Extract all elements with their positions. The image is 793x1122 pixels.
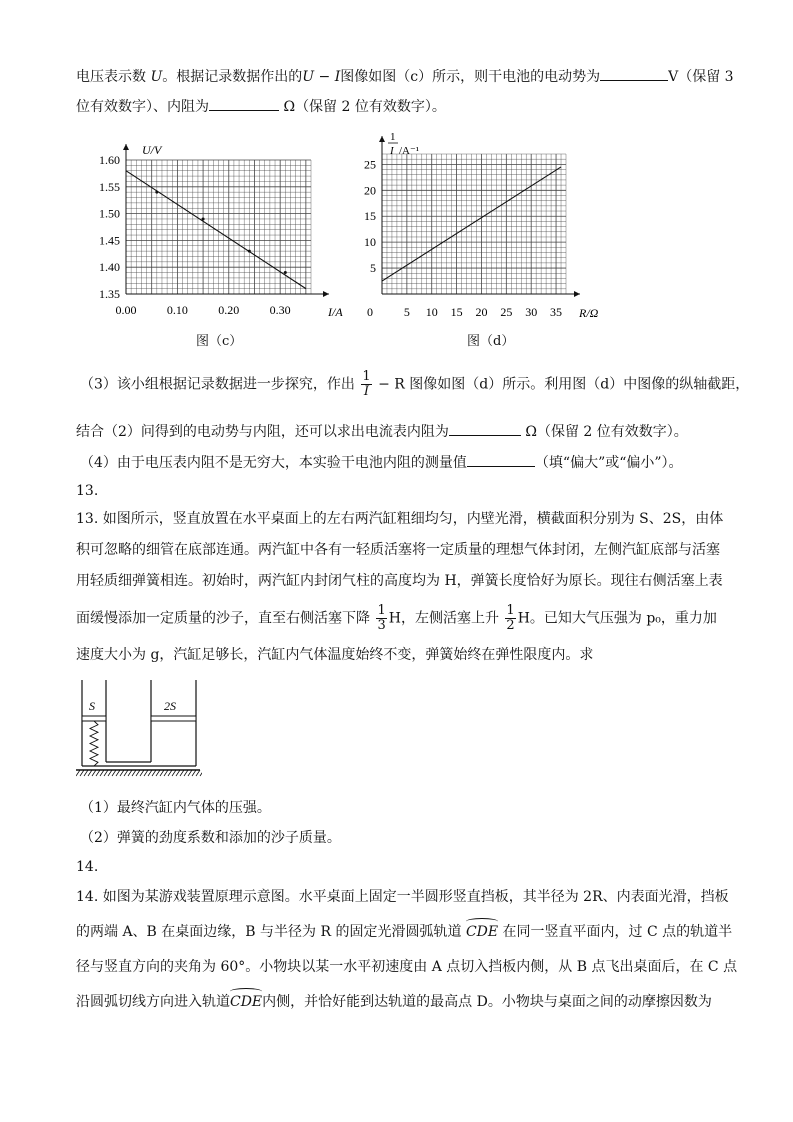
ohm-symbol: Ω [525,424,537,440]
q4-line [80,452,683,473]
label-s: S [89,699,95,713]
problem-13-number: 13. [76,483,99,499]
x-axis-arrow [323,291,329,297]
hatch-line [160,770,164,776]
problem-13-question-1: （1）最终汽缸内气体的压强。 [80,800,271,816]
text: 内侧，并恰好能到达轨道的最高点 D。小物块与桌面之间的动摩擦因数为 [262,994,712,1010]
fraction-num: 1 [377,603,386,618]
text: （保留 2 位有效数字）。 [536,424,688,440]
fraction-num: 1 [362,369,371,384]
hatch-line [80,770,84,776]
text: H。已知大气压强为 p₀，重力加 [517,610,717,627]
text: H，左侧活塞上升 [388,610,499,627]
text: 面缓慢添加一定质量的沙子，直至右侧活塞下降 [76,610,370,627]
text: （4）由于电压表内阻不是无穷大，本实验干电池内阻的测量值 [80,455,467,471]
fraction-one-third [376,604,386,633]
data-point [202,217,205,220]
caption-c: 图（c） [196,334,243,349]
problem-13-line-5: 速度大小为 g，汽缸足够长，汽缸内气体温度始终不变，弹簧始终在弹性限度内。求 [76,647,594,663]
hatch-line [180,770,184,776]
hatch-line [144,770,148,776]
y-axis-label: U/V [142,143,162,157]
problem-13-line-2: 积可忽略的细管在底部连通。两汽缸中各有一轻质活塞将一定质量的理想气体封闭，左侧汽缸底部与活塞 [76,542,720,558]
fraction-one-half [505,604,515,633]
hatch-line [132,770,136,776]
text: 位有效数字）、内阻为 [76,99,209,115]
data-point [284,271,287,274]
text: − R 图像如图（d）所示。利用图（d）中图像的纵轴截距， [378,376,750,393]
table-hatching [76,770,202,776]
data-point [248,250,251,253]
text: （填“偏大”或“偏小”）。 [534,455,683,471]
fraction-num: 1 [506,603,515,618]
hatch-line [192,770,196,776]
text: 沿圆弧切线方向进入轨道 [76,994,230,1010]
x-axis-label: I/A [328,305,343,319]
text-line-1 [76,66,734,87]
axes [123,144,329,297]
hatch-line [140,770,144,776]
hatch-line [120,770,124,776]
hatch-line [124,770,128,776]
y-tick-label: 25 [364,157,376,172]
cylinder-diagram [76,678,202,778]
hatch-line [84,770,88,776]
symbol-u: U [150,69,163,85]
x-tick-label: 30 [525,305,538,319]
text: 图像如图（c）所示，则干电池的电动势为 [340,69,601,85]
problem-14-number: 14. [76,859,99,875]
x-tick-label: 5 [403,305,410,319]
hatch-line [172,770,176,776]
y-axis-arrow [123,144,129,150]
hatch-line [156,770,160,776]
answer-blank-internal-resistance[interactable] [209,96,279,111]
y-axis-arrow [379,136,385,142]
text: （保留 2 位有效数字）。 [295,99,446,115]
y-tick-label: 1.55 [99,179,120,194]
problem-14-line-2 [76,922,732,942]
hatch-line [148,770,152,776]
hatch-line [196,770,200,776]
hatch-line [104,770,108,776]
hatch-line [176,770,180,776]
data-point [155,191,158,194]
hatch-line [200,770,202,776]
y-axis-label-numerator: 1 [390,131,396,143]
answer-blank-ammeter-resistance[interactable] [449,421,521,436]
text: 。根据记录数据作出的 [162,69,303,85]
x-tick-label: 10 [425,305,438,319]
hatch-line [164,770,168,776]
y-tick-label: 10 [364,235,376,250]
grid [382,154,566,294]
y-tick-label: 1.50 [99,206,120,221]
problem-13-question-2: （2）弹簧的劲度系数和添加的沙子质量。 [80,830,341,846]
x-axis-label: R/Ω [579,306,599,320]
ohm-symbol: Ω [283,99,296,115]
hatch-line [184,770,188,776]
text: 电压表示数 [76,69,146,85]
hatch-line [152,770,156,776]
x-tick-label: 15 [450,305,463,319]
label-2s: 2S [164,699,176,713]
text-line-2 [76,96,446,117]
problem-14-line-4 [76,992,712,1012]
x-tick-label: 0.20 [218,303,240,317]
symbol-u-i: U − I [302,69,341,85]
y-tick-label: 15 [364,209,376,224]
text: 的两端 A、B 在桌面边缘，B 与半径为 R 的固定光滑圆弧轨道 [76,924,462,940]
q3-line-1 [80,370,749,399]
fraction-den: I [363,384,370,399]
hatch-line [92,770,96,776]
problem-13-line-3: 用轻质细弹簧相连。初始时，两汽缸内封闭气柱的高度均为 H，弹簧长度恰好为原长。现往右侧活塞上表 [76,573,723,589]
left-piston [82,716,106,721]
x-tick-label: 20 [475,305,488,319]
arc-cde: CDE [230,994,263,1010]
y-tick-label: 1.45 [99,233,120,248]
right-piston [151,716,196,721]
x-tick-label: 0 [367,305,373,319]
hatch-line [108,770,112,776]
problem-14-line-3: 径与竖直方向的夹角为 60°。小物块以某一水平初速度由 A 点切入挡板内侧，从 B 点飞出桌面后，在 C 点 [76,959,738,975]
text: （3）该小组根据记录数据进一步探究，作出 [80,376,355,393]
hatch-line [112,770,116,776]
tick-labels [364,157,562,319]
x-tick-label: 0.00 [115,303,137,317]
problem-13-line-1: 13. 如图所示，竖直放置在水平桌面上的左右两汽缸粗细均匀，内壁光滑，横截面积分别为 S、2S，由体 [76,511,724,527]
y-tick-label: 5 [370,261,376,276]
text: 在同一竖直平面内，过 C 点的轨道半 [502,924,733,940]
q3-line-2 [76,421,688,442]
x-tick-label: 25 [500,305,513,319]
hatch-line [188,770,192,776]
y-tick-label: 1.60 [99,153,120,167]
problem-14-line-1: 14. 如图为某游戏装置原理示意图。水平桌面上固定一半圆形竖直挡板，其半径为 2R、内表面光滑，挡板 [76,889,729,905]
hatch-line [96,770,100,776]
y-tick-label: 1.40 [99,260,120,275]
arc-cde: CDE [465,924,499,940]
hatch-line [128,770,132,776]
hatch-line [168,770,172,776]
x-tick-label: 35 [550,305,563,319]
fraction-den: 2 [506,618,515,633]
x-tick-label: 0.30 [269,303,291,317]
y-tick-label: 20 [364,183,376,198]
fraction-1-over-i [361,370,371,399]
y-axis-label-denominator: I [390,145,394,157]
hatch-line [88,770,92,776]
spring [90,721,98,766]
hatch-line [136,770,140,776]
hatch-line [100,770,104,776]
y-tick-label: 1.35 [99,287,120,301]
fraction-den: 3 [377,618,386,633]
x-axis-arrow [574,291,580,297]
answer-blank-bias[interactable] [467,452,535,467]
problem-13-line-4 [76,604,717,633]
chart-u-i [76,132,356,322]
caption-d: 图（d） [467,334,515,349]
hatch-line [116,770,120,776]
x-tick-label: 0.10 [166,303,188,317]
answer-blank-emf[interactable] [600,66,668,81]
hatch-line [76,770,80,776]
chart-1-over-i-r [352,128,612,323]
text: 结合（2）问得到的电动势与内阻，还可以求出电流表内阻为 [76,424,449,440]
text: V（保留 3 [668,69,734,85]
y-axis-label-unit: /A⁻¹ [399,145,420,157]
